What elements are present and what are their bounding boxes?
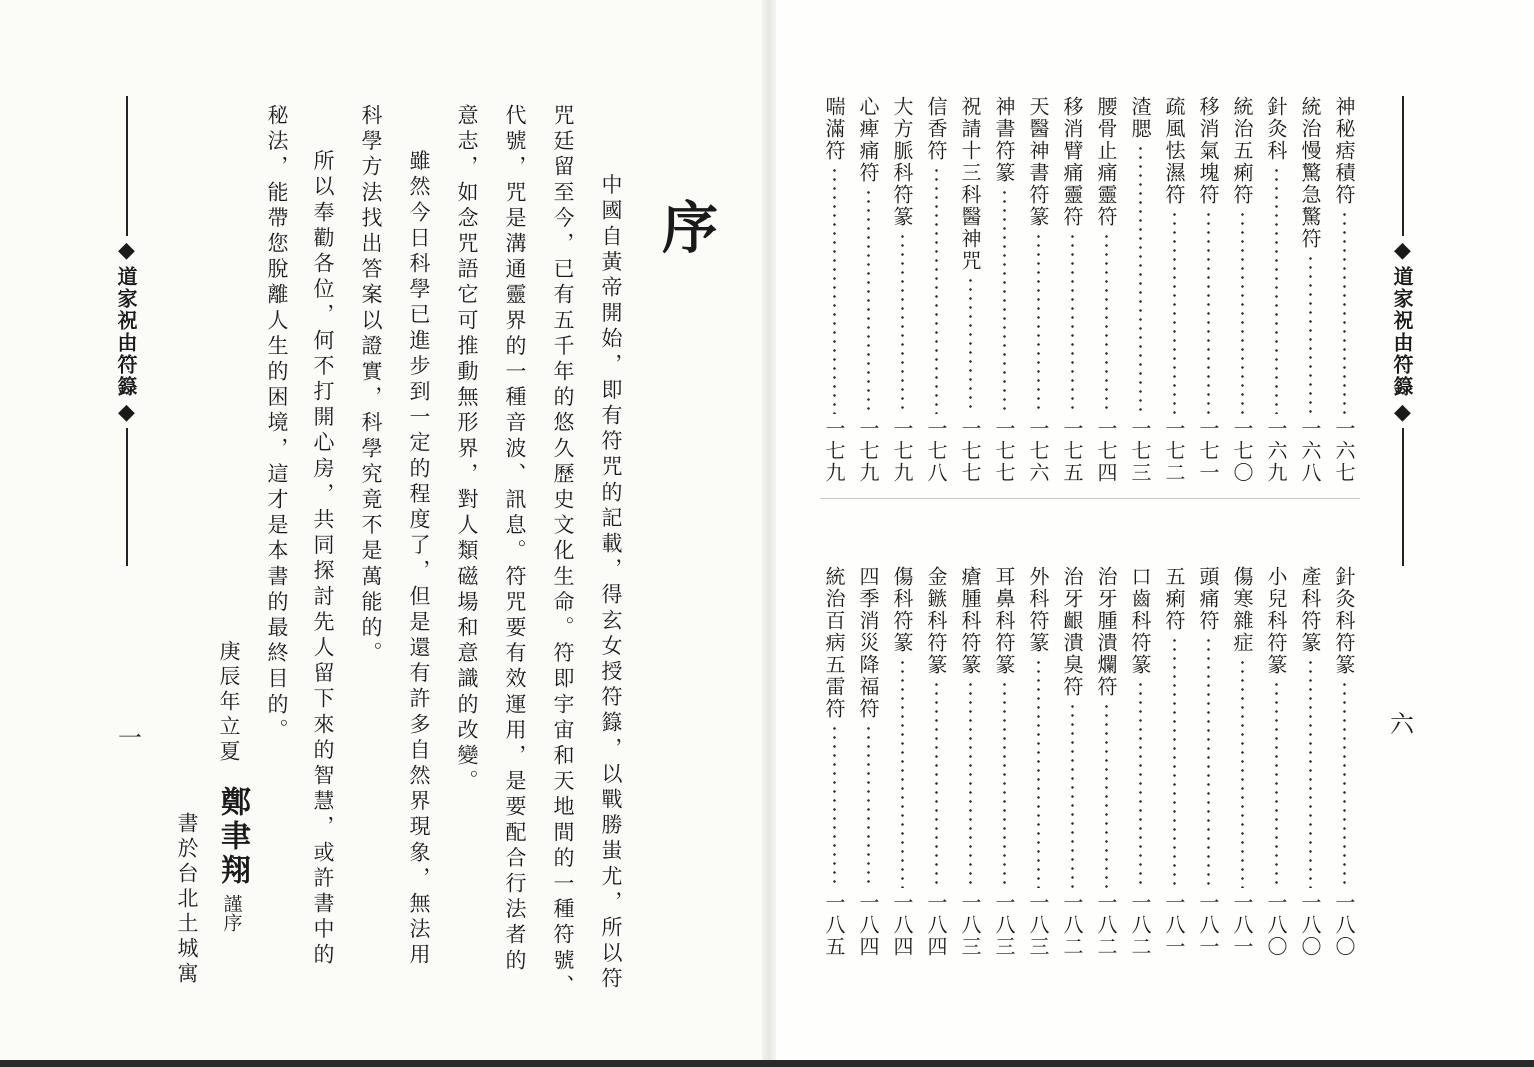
toc-entry-title: 小兒科符篆 (1264, 566, 1288, 676)
preface-title: 序 (653, 198, 719, 254)
toc-entry (1024, 566, 1053, 958)
toc-entry (888, 566, 917, 958)
toc-leader-dots (935, 166, 938, 414)
toc-entry-page: 一七七 (992, 418, 1016, 484)
toc-leader-dots (969, 276, 972, 414)
toc-entry (1228, 566, 1257, 958)
toc-entry (820, 96, 849, 484)
toc-leader-dots (1139, 144, 1142, 414)
toc-entry-page: 一八四 (924, 892, 948, 958)
toc-leader-dots (1207, 636, 1210, 888)
preface-line-3: 代號，咒是溝通靈界的一種音波、訊息。符咒要有效運用，是要配合行法者的 (503, 104, 527, 975)
toc-entry-title: 祝請十三科醫神咒 (958, 96, 982, 272)
toc-entry-title: 產科符篆 (1298, 566, 1322, 654)
toc-entry-page: 一八四 (890, 892, 914, 958)
preface-line-5: 雖然今日科學已進步到一定的程度了，但是還有許多自然界現象，無法用 (407, 124, 431, 969)
toc-entry-title: 口齒科符篆 (1128, 566, 1152, 676)
toc-entry-page: 一七〇 (1230, 418, 1254, 484)
right-page-number: 六 (1390, 710, 1414, 738)
toc-divider (820, 498, 1360, 499)
toc-leader-dots (1037, 232, 1040, 414)
toc-entry-title: 疏風怯濕符 (1162, 96, 1186, 206)
toc-entry-page: 一七二 (1162, 418, 1186, 484)
toc-entry-title: 針灸科 (1264, 96, 1288, 162)
toc-entry-title: 渣腮 (1128, 96, 1152, 140)
page-bottom-edge (0, 1060, 1534, 1067)
toc-entry-page: 一七九 (890, 418, 914, 484)
toc-leader-dots (1037, 658, 1040, 888)
diamond-icon: ◆ (118, 400, 135, 425)
toc-entry-title: 治牙腫潰爛符 (1094, 566, 1118, 698)
toc-entry (1092, 566, 1121, 958)
toc-entry-title: 四季消災降福符 (856, 566, 880, 720)
toc-entry-title: 神書符篆 (992, 96, 1016, 184)
toc-leader-dots (1241, 658, 1244, 888)
toc-entry-page: 一八二 (1060, 892, 1084, 958)
toc-entry-title: 五痢符 (1162, 566, 1186, 632)
toc-entry-page: 一八〇 (1264, 892, 1288, 958)
toc-entry-title: 針灸科符篆 (1332, 566, 1356, 676)
toc-entry-page: 一八二 (1128, 892, 1152, 958)
toc-leader-dots (833, 724, 836, 888)
toc-entry-title: 信香符 (924, 96, 948, 162)
toc-entry-page: 一七九 (822, 418, 846, 484)
toc-entry (1262, 96, 1291, 484)
toc-entry-title: 移消氣塊符 (1196, 96, 1220, 206)
toc-entry-title: 統治五痢符 (1230, 96, 1254, 206)
toc-leader-dots (969, 680, 972, 888)
toc-entry (820, 566, 849, 958)
preface-signature (210, 786, 254, 932)
diamond-icon: ◆ (1394, 238, 1411, 263)
toc-leader-dots (1309, 658, 1312, 888)
preface-line-6: 科學方法找出答案以證實，科學究竟不是萬能的。 (359, 104, 383, 668)
toc-leader-dots (1343, 680, 1346, 888)
toc-entry-page: 一七三 (1128, 418, 1152, 484)
right-header-tab (1388, 96, 1417, 566)
toc-entry (1228, 96, 1257, 484)
toc-leader-dots (1071, 232, 1074, 414)
preface-place: 書於台北土城寓 (175, 812, 199, 987)
toc-entry (1194, 96, 1223, 484)
toc-entry-page: 一七七 (958, 418, 982, 484)
toc-entry (1194, 566, 1223, 958)
toc-leader-dots (1343, 210, 1346, 414)
toc-entry (854, 96, 883, 484)
toc-entry-title: 統治慢驚急驚符 (1298, 96, 1322, 250)
toc-entry-title: 神秘痞積符 (1332, 96, 1356, 206)
toc-entry (1024, 96, 1053, 484)
toc-entry (1330, 96, 1359, 484)
toc-entry-title: 移消臂痛靈符 (1060, 96, 1084, 228)
toc-leader-dots (867, 724, 870, 888)
left-header-rule-bottom (126, 428, 128, 566)
toc-entry-page: 一八三 (992, 892, 1016, 958)
toc-entry (1092, 96, 1121, 484)
toc-entry-page: 一七六 (1026, 418, 1050, 484)
preface-line-7: 所以奉勸各位，何不打開心房，共同探討先人留下來的智慧，或許書中的 (311, 124, 335, 969)
toc-entry (990, 566, 1019, 958)
toc-entry-title: 腰骨止痛靈符 (1094, 96, 1118, 228)
toc-entry-title: 治牙齦潰臭符 (1060, 566, 1084, 698)
preface-line-4: 意志，如念咒語它可推動無形界，對人類磁場和意識的改變。 (455, 104, 479, 796)
toc-entry-title: 大方脈科符篆 (890, 96, 914, 228)
toc-entry (854, 566, 883, 958)
toc-entry (990, 96, 1019, 484)
toc-leader-dots (1003, 680, 1006, 888)
toc-entry (1058, 96, 1087, 484)
toc-entry-page: 一八三 (958, 892, 982, 958)
preface-date: 庚辰年立夏 (217, 640, 241, 765)
toc-entry (1160, 96, 1189, 484)
toc-leader-dots (867, 188, 870, 414)
toc-entry-title: 外科符篆 (1026, 566, 1050, 654)
toc-entry-title: 天醫神書符篆 (1026, 96, 1050, 228)
toc-leader-dots (1309, 254, 1312, 414)
right-header-title: 道家祝由符籙 (1390, 266, 1414, 398)
toc-leader-dots (1105, 232, 1108, 414)
toc-leader-dots (1275, 166, 1278, 414)
toc-entry (1296, 96, 1325, 484)
toc-leader-dots (1071, 702, 1074, 888)
toc-entry (888, 96, 917, 484)
toc-entry (1160, 566, 1189, 958)
toc-entry-page: 一八四 (856, 892, 880, 958)
toc-entry-page: 一八三 (1026, 892, 1050, 958)
toc-leader-dots (901, 232, 904, 414)
toc-entry-page: 一七一 (1196, 418, 1220, 484)
diamond-icon: ◆ (1394, 400, 1411, 425)
toc-entry-title: 統治百病五雷符 (822, 566, 846, 720)
toc-leader-dots (1275, 680, 1278, 888)
toc-entry-page: 一八一 (1230, 892, 1254, 958)
toc-entry-title: 傷寒雜症 (1230, 566, 1254, 654)
toc-entry (956, 96, 985, 484)
toc-entry-title: 喘滿符 (822, 96, 846, 162)
toc-entry (1262, 566, 1291, 958)
toc-entry (1058, 566, 1087, 958)
toc-entry-page: 一六七 (1332, 418, 1356, 484)
toc-entry-page: 一七九 (856, 418, 880, 484)
toc-entry-title: 頭痛符 (1196, 566, 1220, 632)
preface-line-2: 咒廷留至今，已有五千年的悠久歷史文化生命。符即宇宙和天地間的一種符號、 (551, 104, 575, 1000)
toc-leader-dots (935, 680, 938, 888)
toc-entry-page: 一八一 (1196, 892, 1220, 958)
preface-author: 鄭聿翔 (215, 786, 250, 888)
left-header-tab (112, 96, 141, 566)
preface-author-suffix: 謹序 (220, 894, 243, 932)
toc-leader-dots (901, 658, 904, 888)
toc-entry-page: 一八五 (822, 892, 846, 958)
preface-line-1: 中國自黃帝開始，即有符咒的記載，得玄女授符籙，以戰勝蚩尤，所以符 (599, 148, 623, 993)
toc-leader-dots (833, 166, 836, 414)
toc-entry-page: 一八一 (1162, 892, 1186, 958)
book-gutter (762, 0, 776, 1067)
toc-entry-title: 心痺痛符 (856, 96, 880, 184)
toc-entry-page: 一八二 (1094, 892, 1118, 958)
toc-entry-page: 一八〇 (1298, 892, 1322, 958)
left-header-rule-top (126, 96, 128, 236)
toc-entry-title: 金鏃科符篆 (924, 566, 948, 676)
preface-line-8: 秘法，能帶您脫離人生的困境，這才是本書的最終目的。 (265, 104, 289, 744)
toc-leader-dots (1241, 210, 1244, 414)
toc-leader-dots (1105, 702, 1108, 888)
toc-leader-dots (1173, 636, 1176, 888)
toc-entry-page: 一七八 (924, 418, 948, 484)
toc-entry-page: 一六九 (1264, 418, 1288, 484)
toc-entry (922, 566, 951, 958)
left-header-title: 道家祝由符籙 (114, 266, 138, 398)
toc-entry-title: 瘡腫科符篆 (958, 566, 982, 676)
toc-entry-title: 傷科符篆 (890, 566, 914, 654)
toc-entry (1296, 566, 1325, 958)
toc-entry (1330, 566, 1359, 958)
diamond-icon: ◆ (118, 238, 135, 263)
right-header-rule-top (1402, 96, 1404, 236)
toc-entry (1126, 566, 1155, 958)
toc-leader-dots (1207, 210, 1210, 414)
left-page-number: 一 (118, 724, 142, 752)
toc-leader-dots (1173, 210, 1176, 414)
toc-entry (922, 96, 951, 484)
toc-entry-page: 一八〇 (1332, 892, 1356, 958)
toc-entry (1126, 96, 1155, 484)
toc-entry (956, 566, 985, 958)
toc-entry-page: 一七五 (1060, 418, 1084, 484)
toc-entry-page: 一七四 (1094, 418, 1118, 484)
right-header-rule-bottom (1402, 428, 1404, 566)
toc-leader-dots (1139, 680, 1142, 888)
toc-entry-page: 一六八 (1298, 418, 1322, 484)
toc-leader-dots (1003, 188, 1006, 414)
toc-entry-title: 耳鼻科符篆 (992, 566, 1016, 676)
